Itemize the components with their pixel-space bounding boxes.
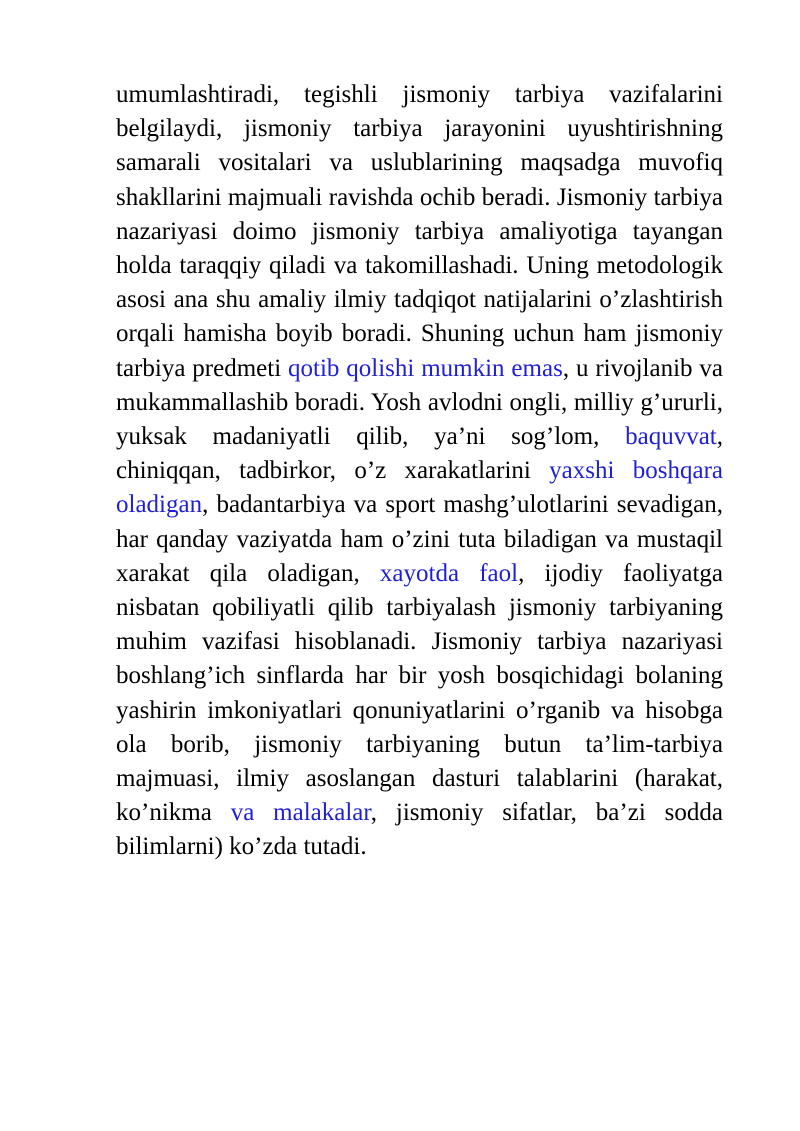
text-segment: , chiniqqan, tadbirkor, o’z xarakatlarini: [116, 423, 723, 485]
text-segment: , u rivojlanib va mukammallashib boradi. Yosh avlodni ongli, milliy g’ururli, yuksak madaniyatli qilib, ya’ni sog’lom,: [116, 354, 723, 451]
highlighted-link[interactable]: qotib qolishi mumkin emas: [288, 354, 563, 382]
text-segment: , ijodiy faoliyatga nisbatan qobiliyatli qilib tarbiyalash jismoniy tarbiyaning muhim vazifasi hisoblanadi. Jismoniy tarbiya nazariyasi boshlang’ich sinflarda har bir yosh bosqichidagi bolaning yashirin imkoniyatlari qonuniyatlarini o’rganib va hisobga ola borib, jismoniy tarbiyaning butun ta’lim-tarbiya majmuasi, ilmiy asoslangan dasturi talablarini (harakat, ko’nikma: [116, 559, 723, 827]
body-paragraph: [116, 78, 723, 865]
document-page: [116, 78, 723, 865]
text-segment: , jismoniy sifatlar, ba’zi sodda bilimlarni) ko’zda tutadi.: [116, 799, 723, 861]
highlighted-link[interactable]: baquvvat: [625, 423, 717, 451]
highlighted-link[interactable]: yaxshi boshqara oladigan: [116, 457, 723, 519]
text-segment: umumlashtiradi, tegishli jismoniy tarbiya vazifalarini belgilaydi, jismoniy tarbiya jarayonini uyushtirishning samarali vositalari va uslublarining maqsadga muvofiq shakllarini majmuali ravishda ochib beradi. Jismoniy tarbiya nazariyasi doimo jismoniy tarbiya amaliyotiga tayangan holda taraqqiy qiladi va takomillashadi. Uning metodologik asosi ana shu amaliy ilmiy tadqiqot natijalarini o’zlashtirish orqali hamisha boyib boradi. Shuning uchun ham jismoniy tarbiya predmeti: [116, 81, 723, 382]
highlighted-link[interactable]: xayotda faol: [379, 559, 519, 587]
text-segment: , badantarbiya va sport mashg’ulotlarini sevadigan, har qanday vaziyatda ham o’zini tuta biladigan va mustaqil xarakat qila oladigan,: [116, 491, 723, 587]
highlighted-link[interactable]: va malakalar: [230, 799, 371, 827]
